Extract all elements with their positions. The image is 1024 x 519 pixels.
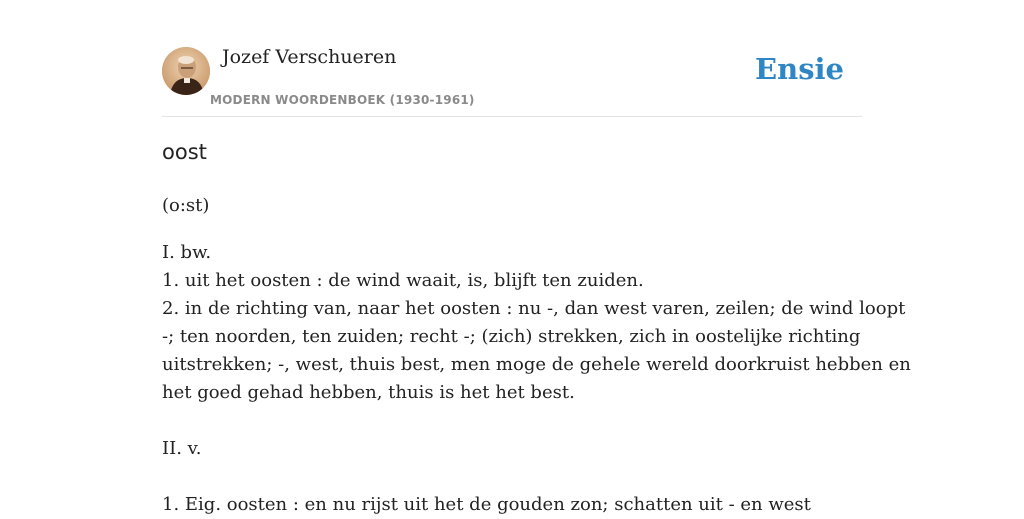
author-avatar[interactable] (162, 47, 210, 95)
portrait-icon (162, 47, 210, 95)
definition-line: -; ten noorden, ten zuiden; recht -; (zich) strekken, zich in oostelijke richting (162, 326, 861, 347)
headword: oost (162, 140, 207, 164)
definition-body (162, 239, 911, 519)
page (162, 0, 911, 515)
brand-logo[interactable]: Ensie (755, 52, 844, 86)
author-name[interactable]: Jozef Verschueren (222, 46, 397, 68)
definition-line: II. v. (162, 438, 202, 459)
definition-line: uitstrekken; -, west, thuis best, men moge de gehele wereld doorkruist hebben en (162, 354, 911, 375)
definition-spacer (162, 463, 862, 491)
definition-line: I. bw. (162, 242, 212, 263)
definition-line: het goed gehad hebben, thuis is het het best. (162, 382, 575, 403)
header (162, 44, 862, 117)
pronunciation: (o:st) (162, 195, 210, 216)
definition-spacer (162, 407, 862, 435)
source-name[interactable]: MODERN WOORDENBOEK (1930-1961) (210, 93, 475, 107)
definition-line: 1. Eig. oosten : en nu rijst uit het de gouden zon; schatten uit - en west (162, 494, 811, 515)
definition-line: 2. in de richting van, naar het oosten : nu -, dan west varen, zeilen; de wind loopt (162, 298, 906, 319)
definition-line: 1. uit het oosten : de wind waait, is, blijft ten zuiden. (162, 270, 644, 291)
